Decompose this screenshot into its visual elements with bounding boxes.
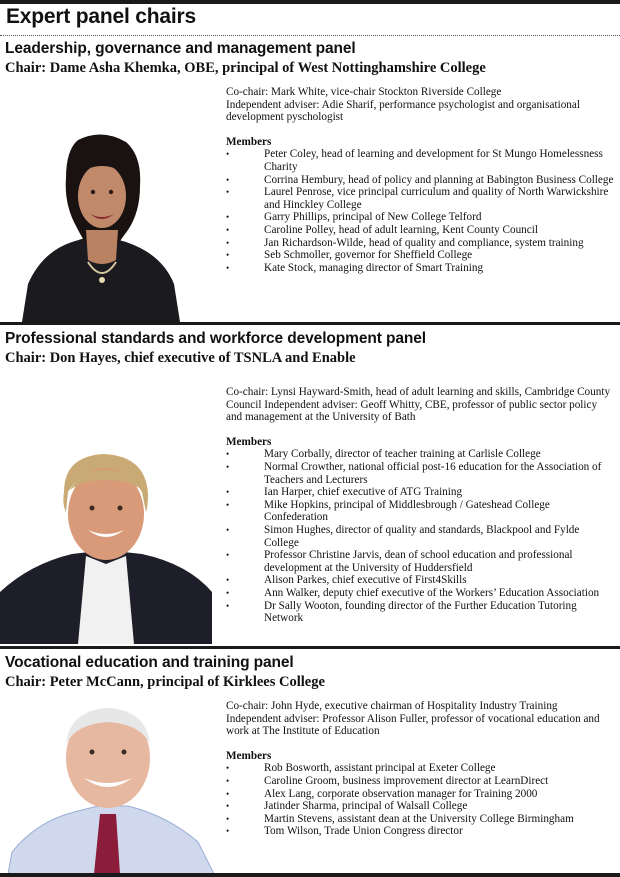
panel-info — [226, 386, 614, 625]
panel-info — [226, 700, 614, 838]
list-item: • Alison Parkes, chief executive of First4Skills — [226, 574, 614, 587]
panel-chair: Chair: Peter McCann, principal of Kirklees College — [5, 674, 325, 690]
list-item: • Caroline Groom, business improvement director at LearnDirect — [226, 775, 614, 788]
members-heading: Members — [226, 135, 272, 148]
panel-title: Professional standards and workforce development panel — [5, 330, 426, 347]
list-item: • Laurel Penrose, vice principal curriculum and quality of North Warwickshire and Hinckley College — [226, 186, 614, 211]
chair-photo-don-hayes — [0, 452, 212, 644]
list-item: • Dr Sally Wooton, founding director of the Further Education Tutoring Network — [226, 600, 614, 625]
list-item: • Simon Hughes, director of quality and standards, Blackpool and Fylde College — [226, 524, 614, 549]
list-item: • Jan Richardson-Wilde, head of quality and compliance, system training — [226, 237, 614, 250]
title-dotted-rule — [0, 35, 620, 36]
list-item: • Garry Phillips, principal of New College Telford — [226, 211, 614, 224]
chair-photo-asha-khemka — [22, 134, 180, 322]
co-chair-adviser-line: Co-chair: Lynsi Hayward-Smith, head of adult learning and skills, Cambridge County Council Independent adviser: Geoff Whitty, CBE, professor of public sector policy and management at the University of Bath — [226, 386, 611, 424]
panel-professional-standards — [0, 328, 620, 644]
panel-info — [226, 86, 614, 274]
list-item: • Alex Lang, corporate observation manager for Training 2000 — [226, 788, 614, 801]
list-item: • Mary Corbally, director of teacher training at Carlisle College — [226, 448, 614, 461]
list-item: • Rob Bosworth, assistant principal at Exeter College — [226, 762, 614, 775]
adviser-line: Independent adviser: Adie Sharif, performance psychologist and organisational development pyschologist — [226, 98, 580, 124]
section-divider — [0, 322, 620, 325]
panel-title: Leadership, governance and management panel — [5, 40, 356, 57]
section-divider — [0, 646, 620, 649]
list-item: • Normal Crowther, national official post-16 education for the Association of Teachers and Lecturers — [226, 461, 614, 486]
list-item: • Peter Coley, head of learning and development for St Mungo Homelessness Charity — [226, 148, 614, 173]
list-item: • Jatinder Sharma, principal of Walsall College — [226, 800, 614, 813]
chair-photo-peter-mccann — [8, 704, 214, 874]
adviser-line: Independent adviser: Professor Alison Fuller, professor of vocational education and work at The Institute of Education — [226, 712, 600, 738]
panel-chair: Chair: Dame Asha Khemka, OBE, principal of West Nottinghamshire College — [5, 60, 486, 76]
list-item: • Martin Stevens, assistant dean at the University College Birmingham — [226, 813, 614, 826]
members-list — [226, 448, 614, 624]
list-item: • Caroline Polley, head of adult learning, Kent County Council — [226, 224, 614, 237]
members-list — [226, 148, 614, 274]
co-chair-line: Co-chair: John Hyde, executive chairman of Hospitality Industry Training — [226, 700, 558, 712]
list-item: • Kate Stock, managing director of Smart Training — [226, 262, 614, 275]
panel-vocational-education — [0, 652, 620, 874]
list-item: • Tom Wilson, Trade Union Congress director — [226, 825, 614, 838]
members-heading: Members — [226, 749, 272, 762]
list-item: • Corrina Hembury, head of policy and planning at Babington Business College — [226, 174, 614, 187]
list-item: • Ann Walker, deputy chief executive of the Workers’ Education Association — [226, 587, 614, 600]
list-item: • Professor Christine Jarvis, dean of school education and professional development at the University of Huddersfield — [226, 549, 614, 574]
list-item: • Ian Harper, chief executive of ATG Training — [226, 486, 614, 499]
list-item: • Seb Schmoller, governor for Sheffield College — [226, 249, 614, 262]
panel-leadership — [0, 38, 620, 322]
members-list — [226, 762, 614, 838]
list-item: • Mike Hopkins, principal of Middlesbrough / Gateshead College Confederation — [226, 499, 614, 524]
page-title: Expert panel chairs — [6, 5, 196, 28]
bottom-rule — [0, 873, 620, 877]
top-rule — [0, 0, 620, 4]
members-heading: Members — [226, 435, 272, 448]
panel-title: Vocational education and training panel — [5, 654, 294, 671]
co-chair-line: Co-chair: Mark White, vice-chair Stockton Riverside College — [226, 86, 502, 98]
panel-chair: Chair: Don Hayes, chief executive of TSNLA and Enable — [5, 350, 356, 366]
